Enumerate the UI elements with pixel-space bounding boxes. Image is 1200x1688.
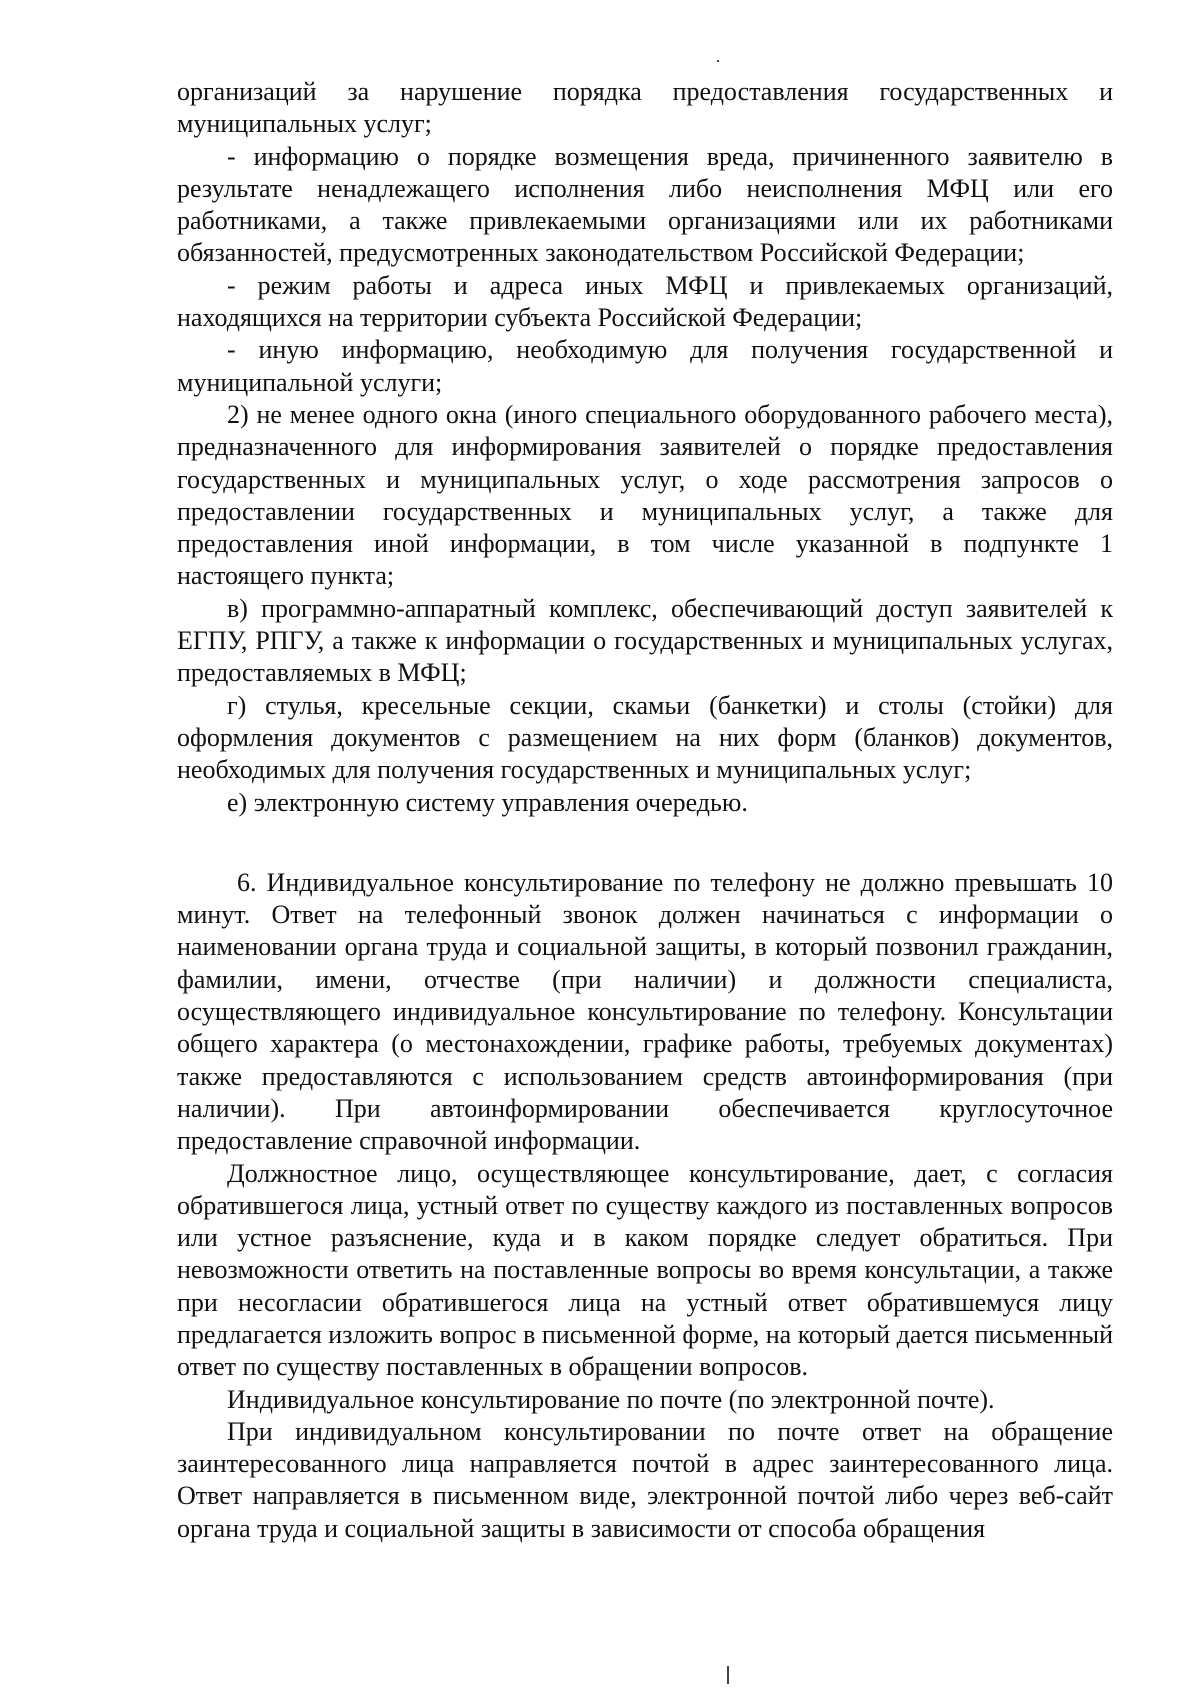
document-body [177,76,1113,1545]
paragraph-hardware-complex: в) программно-аппаратный комплекс, обеспечивающий доступ заявителей к ЕГПУ, РПГУ, а также к информации о государственных и муниципальных услугах, предоставляемых в МФЦ; [177,593,1113,688]
paragraph-info-window: 2) не менее одного окна (иного специального оборудованного рабочего места), предназначенного для информирования заявителей о порядке предоставления государственных и муниципальных услуг, о ходе рассмотрения запросов о предоставлении государственных и муниципальных услуг, а также для предоставления иной информации, в том числе указанной в подпункте 1 настоящего пункта; [177,399,1113,591]
paragraph-phone-consulting: 6. Индивидуальное консультирование по телефону не должно превышать 10 минут. Ответ на телефонный звонок должен начинаться с информации о наименовании органа труда и социальной защиты, в который позвонил гражданин, фамилии, имени, отчестве (при наличии) и должности специалиста, осуществляющего индивидуальное консультирование по телефону. Консультации общего характера (о местонахождении, графике работы, требуемых документах) также предоставляются с использованием средств автоинформирования (при наличии). При автоинформировании обеспечивается круглосуточное предоставление справочной информации. [177,867,1113,1156]
section-spacer [177,819,1113,867]
paragraph-furniture: г) стулья, кресельные секции, скамьи (банкетки) и столы (стойки) для оформления документов с размещением на них форм (бланков) документов, необходимых для получения государственных и муниципальных услуг; [177,690,1113,785]
scan-artifact [717,60,719,62]
paragraph-work-schedule: - режим работы и адреса иных МФЦ и привлекаемых организаций, находящихся на территории субъекта Российской Федерации; [177,270,1113,333]
paragraph-oral-answer: Должностное лицо, осуществляющее консультирование, дает, с согласия обратившегося лица, устный ответ по существу каждого из поставленных вопросов или устное разъяснение, куда и в каком порядке следует обратиться. При невозможности ответить на поставленные вопросы во время консультации, а также при несогласии обратившегося лица на устный ответ обратившемуся лицу предлагается изложить вопрос в письменной форме, на который дается письменный ответ по существу поставленных в обращении вопросов. [177,1158,1114,1382]
paragraph-mail-consulting: При индивидуальном консультировании по почте ответ на обращение заинтересованного лица направляется почтой в адрес заинтересованного лица. Ответ направляется в письменном виде, электронной почтой либо через веб-сайт органа труда и социальной защиты в зависимости от способа обращения [177,1416,1113,1543]
paragraph-other-info: - иную информацию, необходимую для получения государственной и муниципальной услуги; [177,335,1113,397]
scan-artifact [727,1666,729,1684]
paragraph-continuation: организаций за нарушение порядка предоставления государственных и муниципальных услуг; [177,77,1113,139]
paragraph-harm-compensation: - информацию о порядке возмещения вреда, причиненного заявителю в результате ненадлежащего исполнения либо неисполнения МФЦ или его работниками, а также привлекаемыми организациями или их работниками обязанностей, предусмотренных законодательством Российской Федерации; [177,141,1113,268]
paragraph-mail-consulting-heading: Индивидуальное консультирование по почте (по электронной почте). [227,1384,995,1414]
paragraph-queue-system: е) электронную систему управления очередью. [227,787,748,817]
